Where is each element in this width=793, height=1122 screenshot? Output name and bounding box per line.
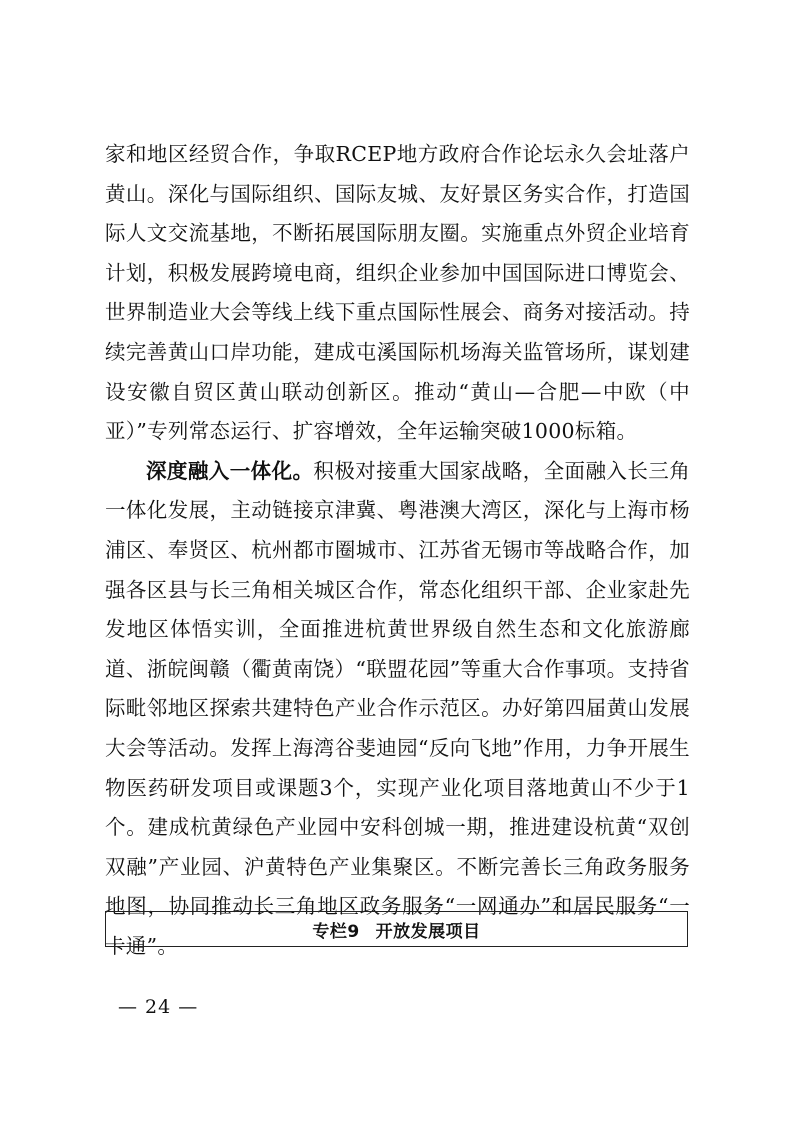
document-body: [105, 135, 690, 966]
paragraph-foreign-trade: 家和地区经贸合作，争取RCEP地方政府合作论坛永久会址落户黄山。深化与国际组织、国际友城、友好景区务实合作，打造国际人文交流基地，不断拓展国际朋友圈。实施重点外贸企业培育计划，积极发展跨境电商，组织企业参加中国国际进口博览会、世界制造业大会等线上线下重点国际性展会、商务对接活动。持续完善黄山口岸功能，建成屯溪国际机场海关监管场所，谋划建设安徽自贸区黄山联动创新区。推动“黄山—合肥—中欧（中亚）”专列常态运行、扩容增效，全年运输突破1000标箱。: [105, 142, 690, 444]
column-number: 专栏9: [312, 921, 360, 942]
column-title: 开放发展项目: [375, 921, 481, 942]
paragraph-integration: [105, 452, 690, 967]
paragraph-body-text: 积极对接重大国家战略，全面融入长三角一体化发展，主动链接京津冀、粤港澳大湾区，深化与上海市杨浦区、奉贤区、杭州都市圈城市、江苏省无锡市等战略合作，加强各区县与长三角相关城区合作，常态化组织干部、企业家赴先发地区体悟实训，全面推进杭黄世界级自然生态和文化旅游廊道、浙皖闽赣（衢黄南饶）“联盟花园”等重大合作事项。支持省际毗邻地区探索共建特色产业合作示范区。办好第四届黄山发展大会等活动。发挥上海湾谷斐迪园“反向飞地”作用，力争开展生物医药研发项目或课题3个，实现产业化项目落地黄山不少于1个。建成杭黄绿色产业园中安科创城一期，推进建设杭黄“双创双融”产业园、沪黄特色产业集聚区。不断完善长三角政务服务地图，协同推动长三角地区政务服务“一网通办”和居民服务“一卡通”。: [105, 458, 690, 958]
paragraph-lead-heading: 深度融入一体化。: [146, 458, 314, 483]
column-box-title: [105, 911, 688, 947]
page-number: — 24 —: [118, 996, 199, 1018]
